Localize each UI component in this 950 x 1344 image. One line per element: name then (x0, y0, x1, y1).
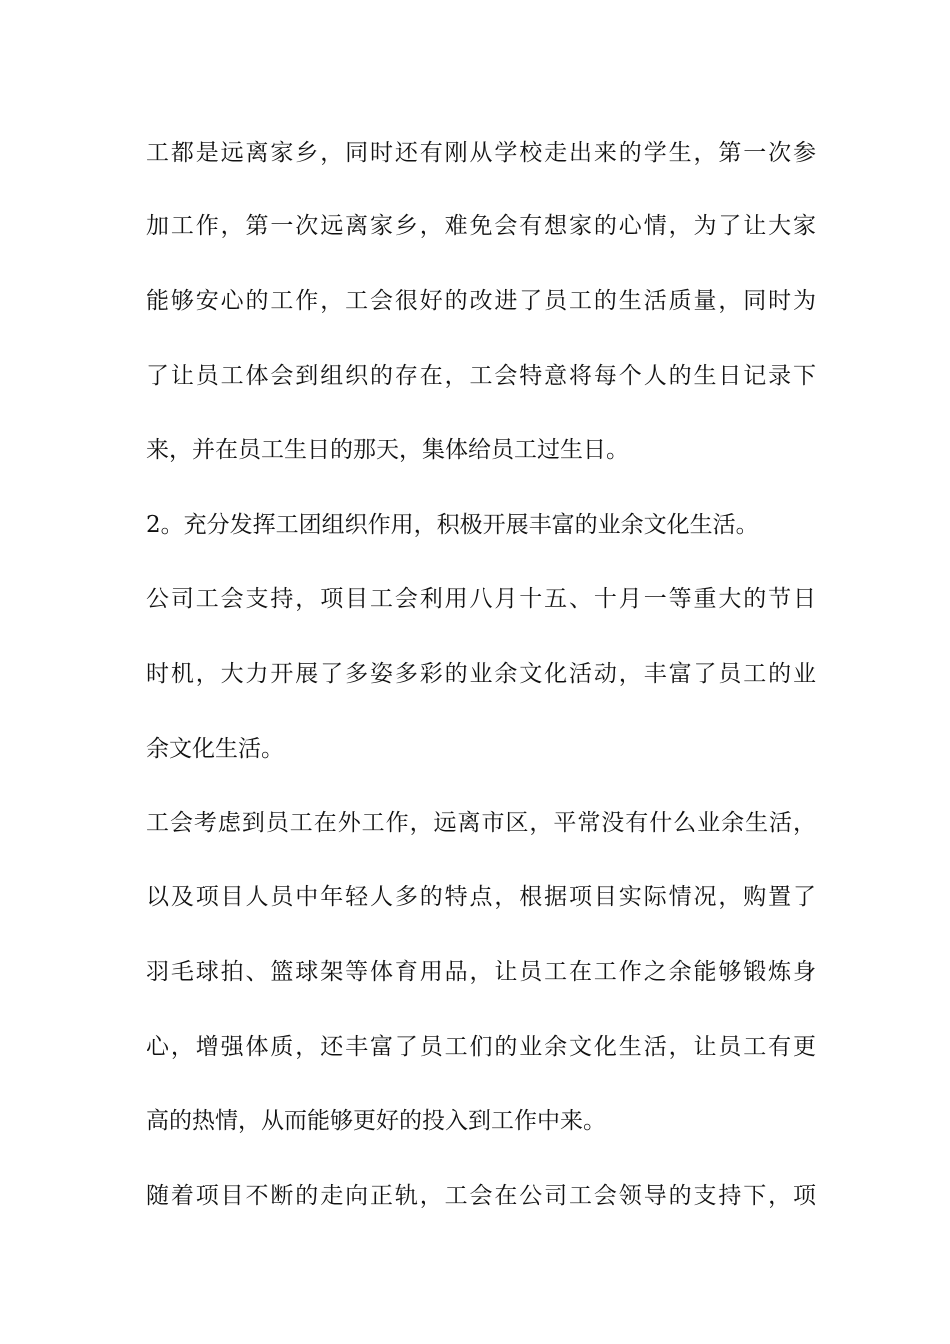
text-line-15: 随着项目不断的走向正轨，工会在公司工会领导的支持下，项 (146, 1183, 816, 1209)
text-line-11: 以及项目人员中年轻人多的特点，根据项目实际情况，购置了 (146, 884, 816, 910)
text-line-8: 时机，大力开展了多姿多彩的业余文化活动，丰富了员工的业 (146, 661, 816, 687)
text-line-7: 公司工会支持，项目工会利用八月十五、十月一等重大的节日 (146, 586, 816, 612)
section-heading-2: 2。充分发挥工团组织作用，积极开展丰富的业余文化生活。 (146, 512, 759, 538)
text-line-14: 高的热情，从而能够更好的投入到工作中来。 (146, 1108, 606, 1134)
text-line-2: 加工作，第一次远离家乡，难免会有想家的心情，为了让大家 (146, 213, 816, 239)
text-line-4: 了让员工体会到组织的存在，工会特意将每个人的生日记录下 (146, 363, 816, 389)
text-line-9: 余文化生活。 (146, 736, 284, 762)
text-line-3: 能够安心的工作，工会很好的改进了员工的生活质量，同时为 (146, 288, 816, 314)
text-line-13: 心，增强体质，还丰富了员工们的业余文化生活，让员工有更 (146, 1034, 816, 1060)
text-line-10: 工会考虑到员工在外工作，远离市区，平常没有什么业余生活， (146, 810, 816, 836)
text-line-1: 工都是远离家乡，同时还有刚从学校走出来的学生，第一次参 (146, 140, 816, 166)
text-line-12: 羽毛球拍、篮球架等体育用品，让员工在工作之余能够锻炼身 (146, 959, 816, 985)
text-line-5: 来，并在员工生日的那天，集体给员工过生日。 (146, 437, 629, 463)
